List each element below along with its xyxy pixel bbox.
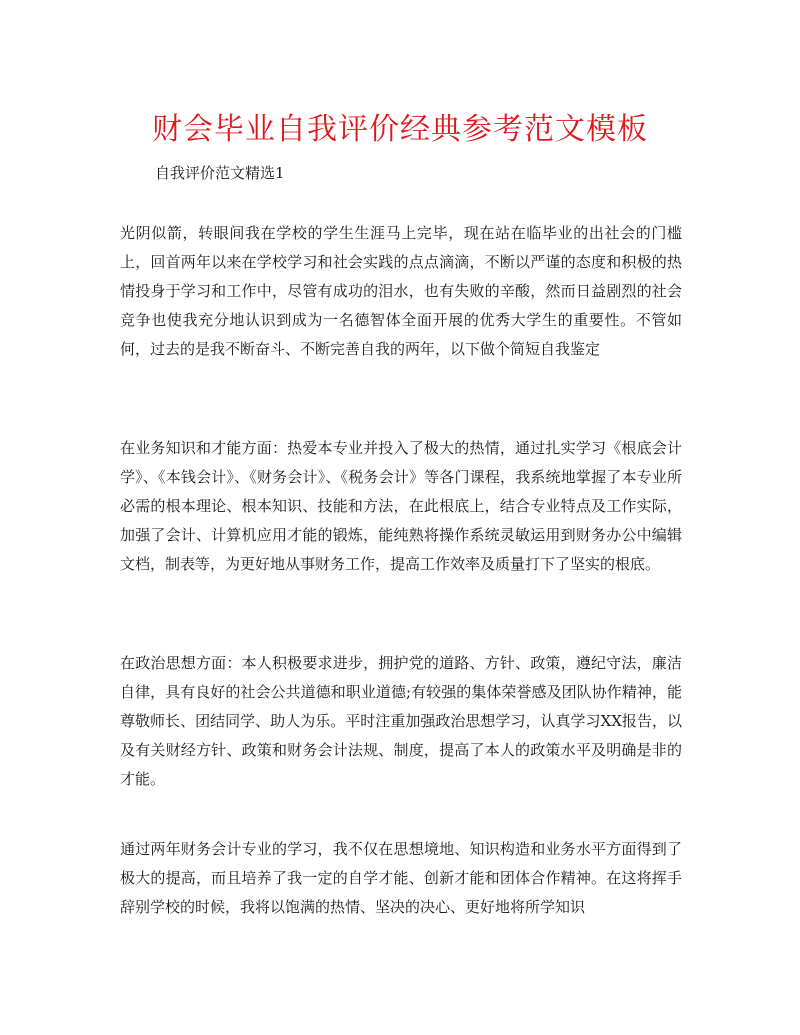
page-title: 财会毕业自我评价经典参考范文模板 [152, 112, 648, 147]
section-subtitle: 自我评价范文精选1 [155, 164, 285, 182]
body-paragraph: 光阴似箭，转眼间我在学校的学生生涯马上完毕，现在站在临毕业的出社会的门槛上，回首两年以来在学校学习和社会实践的点点滴滴，不断以严谨的态度和积极的热情投身于学习和工作中，尽管有成功的泪水，也有失败的辛酸，然而日益剧烈的社会竞争也使我充分地认识到成为一名德智体全面开展的优秀大学生的重要性。不管如何，过去的是我不断奋斗、不断完善自我的两年，以下做个简短自我鉴定 [120, 224, 682, 358]
body-paragraph: 在业务知识和才能方面：热爱本专业并投入了极大的热情，通过扎实学习《根底会计学》、《本钱会计》、《财务会计》、《税务会计》等各门课程，我系统地掌握了本专业所必需的根本理论、根本知识、技能和方法，在此根底上，结合专业特点及工作实际，加强了会计、计算机应用才能的锻炼，能纯熟将操作系统灵敏运用到财务办公中编辑文档，制表等，为更好地从事财务工作，提高工作效率及质量打下了坚实的根底。 [120, 439, 682, 573]
body-paragraph: 在政治思想方面：本人积极要求进步，拥护党的道路、方针、政策，遵纪守法，廉洁自律，具有良好的社会公共道德和职业道德;有较强的集体荣誉感及团队协作精神，能尊敬师长、团结同学、助人为乐。平时注重加强政治思想学习，认真学习XX报告，以及有关财经方针、政策和财务会计法规、制度，提高了本人的政策水平及明确是非的才能。 [120, 654, 682, 788]
body-paragraph: 通过两年财务会计专业的学习，我不仅在思想境地、知识构造和业务水平方面得到了极大的提高，而且培养了我一定的自学才能、创新才能和团体合作精神。在这将挥手辞别学校的时候，我将以饱满的热情、坚决的决心、更好地将所学知识 [120, 840, 682, 916]
